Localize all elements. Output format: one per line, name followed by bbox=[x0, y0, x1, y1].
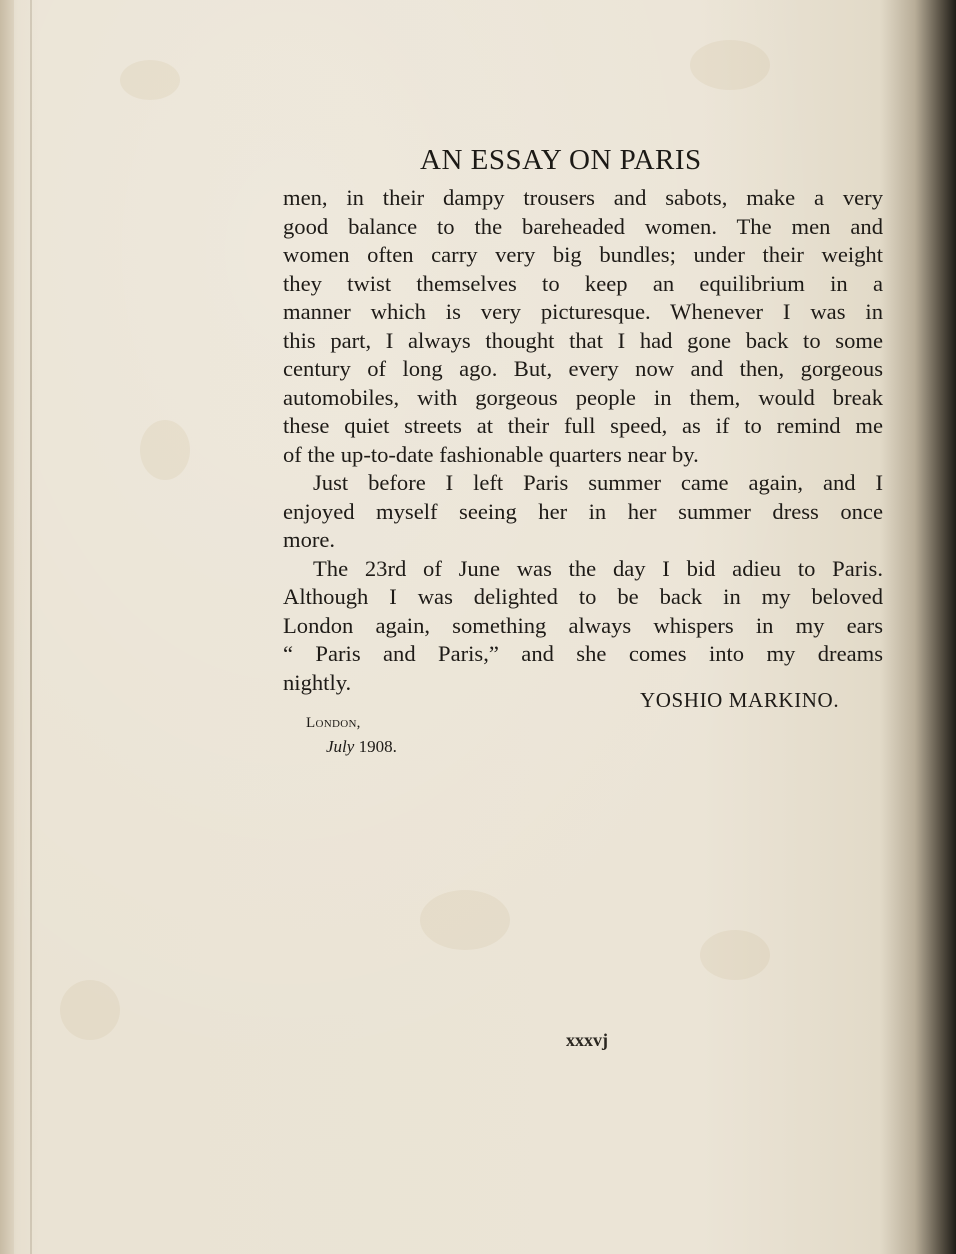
text-line: London again, something always whispers in my ears bbox=[283, 612, 883, 638]
foxing-spot bbox=[700, 930, 770, 980]
text-line: men, in their dampy trousers and sabots, make a very bbox=[283, 185, 883, 210]
foxing-spot bbox=[60, 980, 120, 1040]
page-number: xxxvj bbox=[566, 1030, 608, 1050]
text-line: of the up-to-date fashionable quarters near by. bbox=[283, 441, 699, 467]
signature-year: 1908. bbox=[358, 737, 397, 756]
signature-month: July bbox=[326, 737, 355, 756]
text-line: Although I was delighted to be back in my beloved bbox=[283, 584, 883, 609]
foxing-spot bbox=[420, 890, 510, 950]
text-line: these quiet streets at their full speed, as if to remind me bbox=[283, 413, 883, 438]
page-left-edge bbox=[0, 0, 14, 1254]
text-line: automobiles, with gorgeous people in them, would break bbox=[283, 384, 883, 410]
signature-place: London, bbox=[306, 715, 361, 731]
foxing-spot bbox=[120, 60, 180, 100]
text-line: “ Paris and Paris,” and she comes into my dreams bbox=[283, 641, 883, 666]
author-signature: YOSHIO MARKINO. bbox=[640, 688, 840, 712]
gutter-fold bbox=[30, 0, 32, 1254]
text-line: Just before I left Paris summer came again, and I bbox=[313, 470, 883, 495]
essay-body bbox=[283, 184, 883, 697]
text-line: more. bbox=[283, 527, 336, 552]
text-line: century of long ago. But, every now and then, gorgeous bbox=[283, 356, 883, 381]
text-line: this part, I always thought that I had gone back to some bbox=[283, 327, 883, 353]
text-line: The 23rd of June was the day I bid adieu to Paris. bbox=[313, 555, 883, 581]
text-line: nightly. bbox=[283, 669, 352, 695]
foxing-spot bbox=[690, 40, 770, 90]
text-line: good balance to the bareheaded women. The men and bbox=[283, 213, 883, 239]
foxing-spot bbox=[140, 420, 190, 480]
text-line: they twist themselves to keep an equilibrium in a bbox=[283, 270, 883, 296]
text-line: manner which is very picturesque. Whenever I was in bbox=[283, 299, 883, 324]
text-line: enjoyed myself seeing her in her summer dress once bbox=[283, 498, 883, 524]
signature-date bbox=[326, 737, 397, 757]
running-head-title: AN ESSAY ON PARIS bbox=[420, 144, 702, 176]
text-line: women often carry very big bundles; under their weight bbox=[283, 242, 883, 267]
